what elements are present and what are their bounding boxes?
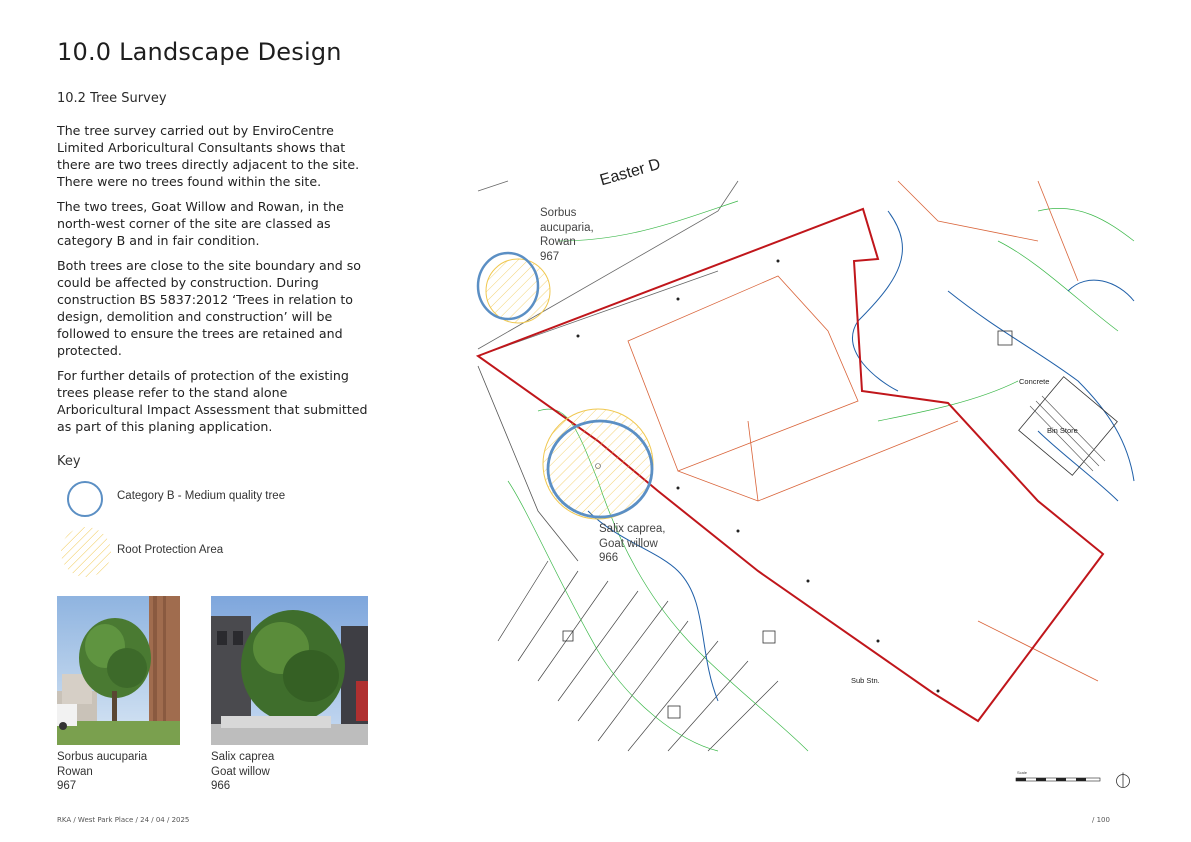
willow-label-line-3: 966: [599, 552, 619, 564]
rowan-tree-label: [540, 206, 594, 264]
caption-willow-line-1: Salix caprea: [211, 751, 275, 763]
scale-label: Scale: [1017, 770, 1028, 775]
paragraph-3: Both trees are close to the site boundary and so could be affected by construction. During construction BS 5837:2012 ‘Trees in relation to design, demolition and construction’ will be followed to ensure the trees are retained and protected.: [57, 258, 362, 358]
caption-goat-willow: [211, 750, 274, 794]
site-plan-map: [478, 155, 1134, 751]
concrete-label: Concrete: [1019, 377, 1050, 386]
footer-left: RKA / West Park Place / 24 / 04 / 2025: [57, 816, 190, 824]
caption-rowan: [57, 750, 147, 794]
paragraph-1: The tree survey carried out by EnviroCentre Limited Arboricultural Consultants shows that there are two trees directly adjacent to the site. There were no trees found within the site.: [57, 123, 360, 189]
key-label-category-b: Category B - Medium quality tree: [117, 490, 286, 502]
category-b-symbol-icon: [64, 478, 106, 520]
caption-rowan-line-1: Sorbus aucuparia: [57, 751, 148, 763]
page-title: 10.0 Landscape Design: [57, 38, 342, 66]
sub-station-label: Sub Stn.: [851, 676, 880, 685]
paragraph-4: For further details of protection of the existing trees please refer to the stand alone Arboricultural Impact Assessment that submitted as part of this planing application.: [57, 368, 368, 434]
section-title: 10.2 Tree Survey: [57, 91, 167, 106]
key-label-root-protection: Root Protection Area: [117, 544, 224, 556]
rowan-label-line-3: Rowan: [540, 236, 576, 248]
willow-tree-label: [599, 522, 665, 566]
photo-goat-willow: [211, 596, 368, 745]
root-protection-area-symbol-icon: [60, 526, 112, 578]
rowan-label-line-4: 967: [540, 250, 560, 263]
key-title: Key: [57, 454, 81, 469]
page-number: / 100: [1092, 816, 1110, 824]
paragraph-2: The two trees, Goat Willow and Rowan, in the north-west corner of the site are classed as category B and in fair condition.: [57, 199, 344, 248]
bin-store-label: Bin Store: [1047, 426, 1078, 435]
scale-bar: [1016, 776, 1102, 786]
caption-rowan-line-3: 967: [57, 780, 77, 792]
willow-label-line-1: Salix caprea,: [599, 523, 666, 535]
rowan-label-line-1: Sorbus: [540, 207, 577, 219]
caption-rowan-line-2: Rowan: [57, 765, 93, 778]
body-text: [57, 122, 375, 443]
willow-label-line-2: Goat willow: [599, 537, 658, 550]
caption-willow-line-2: Goat willow: [211, 765, 270, 778]
street-label: Easter D: [598, 155, 663, 190]
north-arrow-icon: [1114, 772, 1132, 790]
caption-willow-line-3: 966: [211, 780, 231, 792]
rowan-label-line-2: aucuparia,: [540, 221, 594, 234]
photo-rowan: [57, 596, 180, 745]
